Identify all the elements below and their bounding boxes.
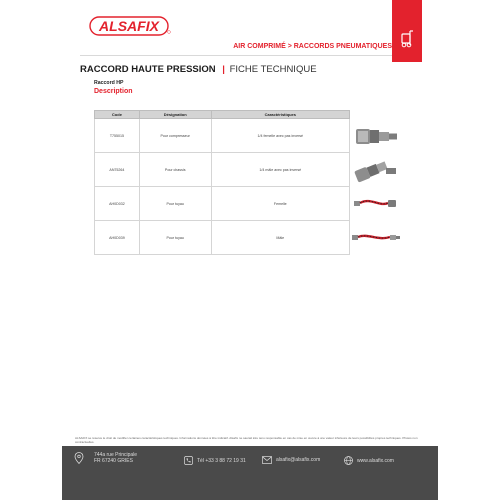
footer-phone [184,456,246,465]
header-divider [80,55,392,56]
email-icon [262,456,272,464]
title-main: RACCORD HAUTE PRESSION [80,64,216,75]
cell-code: AN75264 [95,153,140,187]
email-text[interactable]: alsafix@alsafix.com [276,457,321,463]
cell-characteristics: 1/4 femelle avec pas inversé [211,119,349,153]
phone-icon [184,456,193,465]
column-header-code: Code [95,111,140,119]
product-table [94,110,350,255]
cell-designation: Pour tuyau [139,221,211,255]
table-row [95,221,350,255]
angled-coupler-photo [350,153,402,187]
footer-bar [62,446,438,500]
table-row [95,119,350,153]
cell-code: AH0D032 [95,187,140,221]
coupler-photo [350,119,402,153]
section-breadcrumb: AIR COMPRIMÉ > RACCORDS PNEUMATIQUES [233,43,392,50]
address-line-2: FR 67240 GRIES [94,458,133,464]
cell-designation: Pour compresseur [139,119,211,153]
cell-characteristics: Mâle [211,221,349,255]
table-header-row [95,111,350,119]
document-title [80,64,317,75]
phone-text: Tél +33 3 88 72 19 31 [197,457,246,464]
title-separator: | [222,64,225,75]
title-subtitle: FICHE TECHNIQUE [229,64,317,75]
product-name: Raccord HP [94,80,124,86]
cell-characteristics: 1/4 mâle avec pas inversé [211,153,349,187]
location-pin-icon [74,452,84,464]
category-tab [392,0,422,62]
hose-male-photo [350,221,402,255]
cell-designation: Pour tuyau [139,187,211,221]
alsafix-logo [89,16,171,36]
column-header-designation: Désignation [139,111,211,119]
globe-icon [344,456,353,465]
cell-code: T755015 [95,119,140,153]
address-line-1: 744a rue Principale [94,452,138,458]
compressor-icon [399,28,415,48]
cell-characteristics: Femelle [211,187,349,221]
column-header-characteristics: Caractéristiques [211,111,349,119]
table-row [95,153,350,187]
logo-text: ALSAFIX [99,18,159,34]
cell-designation: Pour chassis [139,153,211,187]
footer-website[interactable] [344,456,394,465]
cell-code: AH0D039 [95,221,140,255]
footer-address [74,452,164,464]
description-heading: Description [94,88,133,95]
footer-email[interactable] [262,456,320,464]
website-text[interactable]: www.alsafix.com [357,457,394,464]
disclaimer-text: ALSAFIX se réserve le droit de modifier certaines caractéristiques techniques. Informations données à titre indicatif. Alsafix ne saurait être tenu responsable en cas de mise en œuvre à une valeur inférieure de leurs possibilités propres techniques. Photos non contractuelles. [75,436,418,444]
table-row [95,187,350,221]
hose-female-photo [350,187,402,221]
